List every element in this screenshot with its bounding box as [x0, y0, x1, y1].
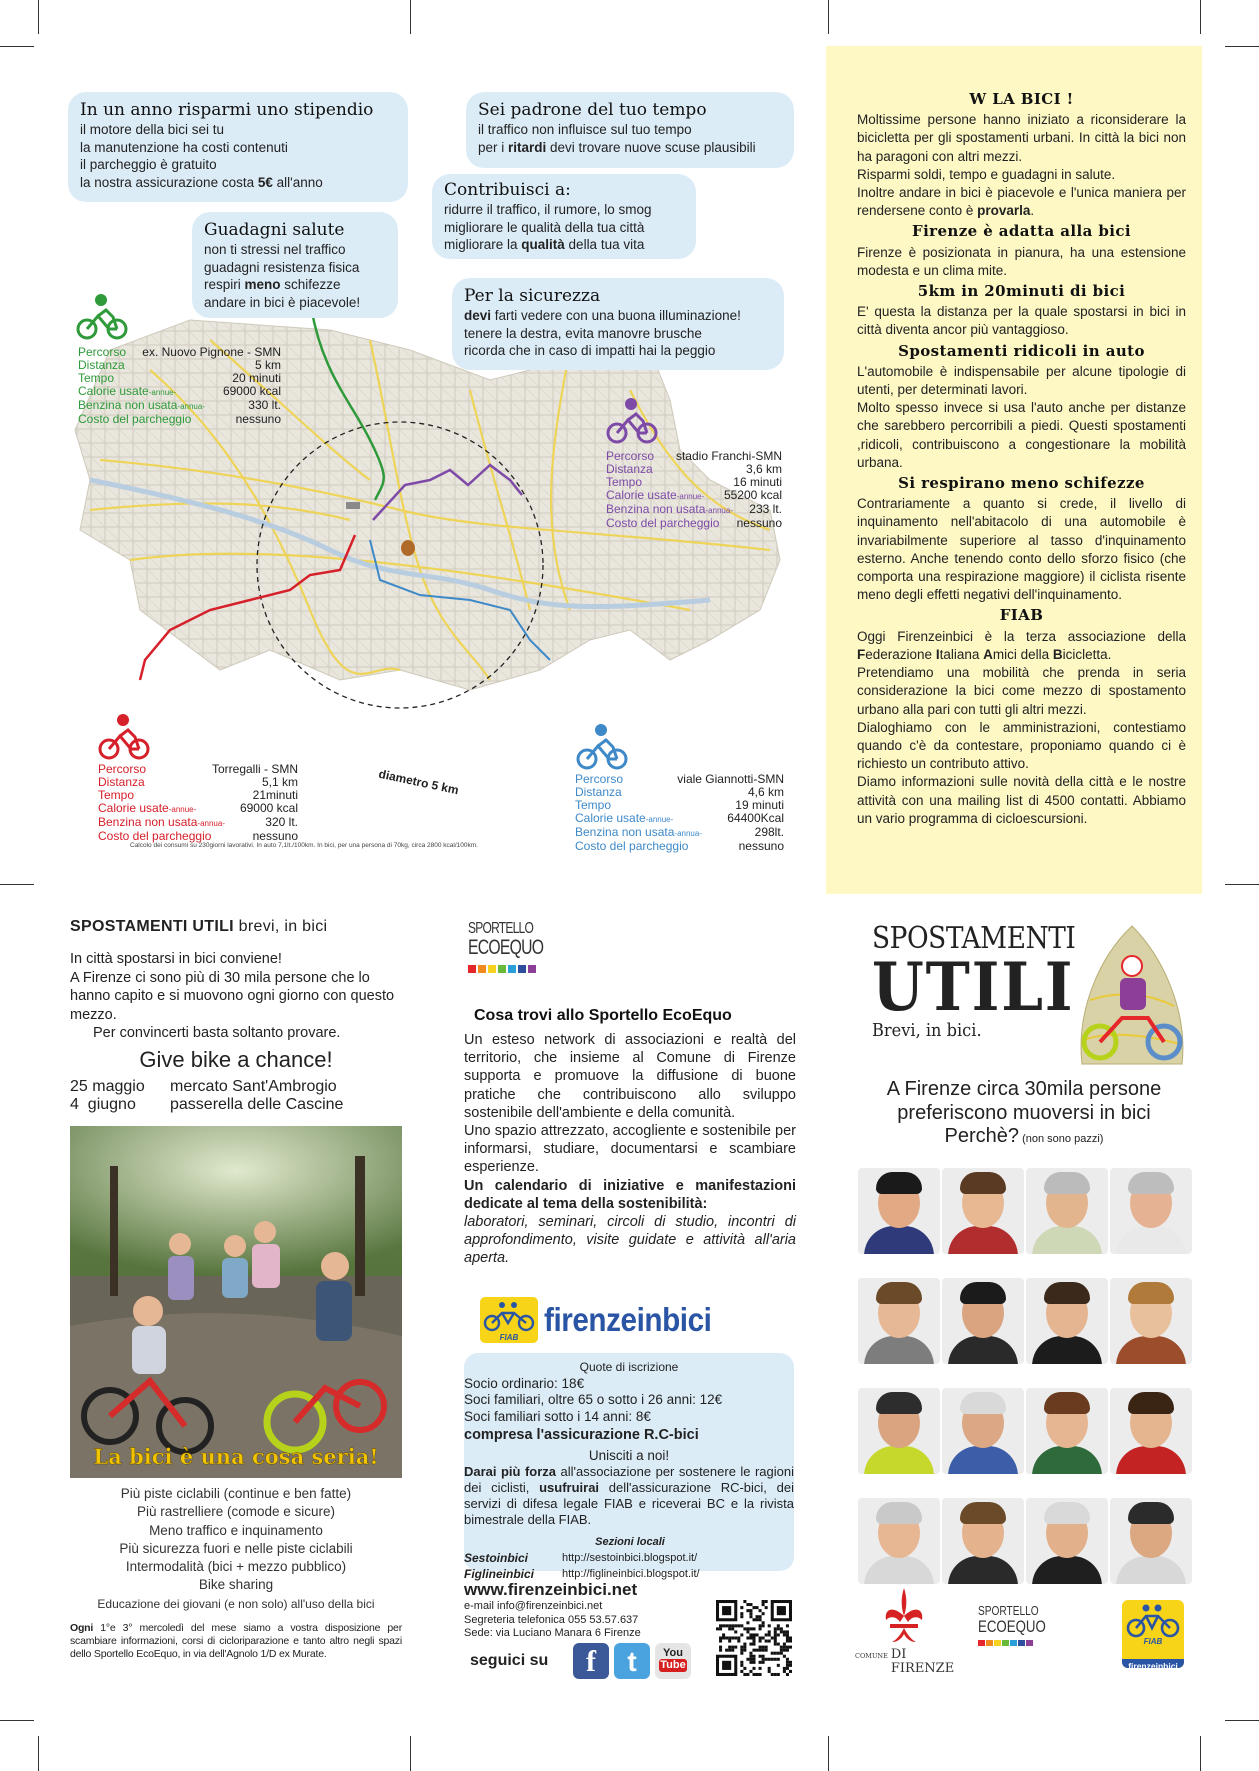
map-footnote: Calcolo dei consumi su 230giorni lavorativi. In auto 7,1lt./100km. In bici, per una persona di 70kg, circa 2800 kcal/100km.: [130, 842, 478, 849]
stat-key: Benzina non usata-annua-: [98, 815, 225, 829]
stat-key: Calorie usate-annue-: [78, 384, 177, 398]
route-red-stats: [98, 763, 298, 843]
stat-value: 69000 kcal: [222, 384, 281, 398]
stat-key: Calorie usate-annue-: [98, 801, 197, 815]
bubble-line: tenere la destra, evita manovre brusche: [464, 325, 702, 341]
give-bike-chance: Give bike a chance!: [139, 1046, 333, 1072]
person-photo: [942, 1388, 1024, 1474]
stat-value: 320 lt.: [265, 815, 298, 829]
intro-text: In città spostarsi in bici conviene! A Firenze ci sono più di 30 mila persone che lo hanno capito e si muovono ogni giorno con questo mezzo.: [70, 951, 395, 1023]
color-square: [498, 965, 506, 973]
person-photo: [1026, 1168, 1108, 1254]
person-photo: [1026, 1388, 1108, 1474]
bubble-line: ricorda che in caso di impatti hai la peggio: [464, 343, 716, 358]
stat-value: 330 lt.: [248, 398, 281, 412]
person-photo: [1110, 1278, 1192, 1364]
stat-value: nessuno: [736, 516, 782, 530]
bubble-line: guadagni resistenza fisica: [204, 259, 360, 275]
stat-key: Tempo: [606, 475, 643, 489]
stat-value: 69000 kcal: [239, 801, 298, 815]
person-photo: [942, 1278, 1024, 1364]
stat-row: [78, 413, 281, 426]
stat-key: Benzina non usata-annua-: [575, 825, 702, 839]
route-purple-stats: [606, 450, 782, 530]
crop-mark: [1225, 46, 1259, 47]
color-square: [986, 1640, 993, 1646]
crop-mark: [1200, 1736, 1201, 1771]
sidebar-paragraph: Firenze è posizionata in pianura, ha una estensione modesta e un clima mite.: [857, 244, 1186, 278]
stat-key: Costo del parcheggio: [575, 839, 689, 853]
website-link[interactable]: www.firenzeinbici.net: [464, 1580, 638, 1599]
stat-value: 19 minuti: [735, 798, 784, 812]
list-item: Educazione dei giovani (e non solo) all'uso della bici: [97, 1596, 375, 1611]
bubble-stipendio: [68, 92, 408, 202]
color-square: [1026, 1640, 1033, 1646]
crop-mark: [0, 1720, 34, 1721]
person-photo: [942, 1168, 1024, 1254]
color-square: [528, 965, 536, 973]
dome-cyclist-logo: [1070, 920, 1192, 1070]
stat-row: [98, 816, 298, 830]
stat-value: 5 km: [254, 358, 281, 372]
ecoequo-text: Un esteso network di associazioni e realtà del territorio, che insieme al Comune di Firenze supporta e promuove la diffusione di buone pratiche che contribuiscono allo sviluppo sostenibile dell'ambiente e della comunità. Uno spazio attrezzato, accogliente e sostenibile per informarsi, studiare, documentarsi e scambiare esperienze. Un calendario di iniziative e manifestazioni dedicate al tema della sostenibilità: laboratori, seminari, circoli di studio, incontri di approfondimento, visite guidate e attività all'aria aperta.: [464, 1032, 796, 1267]
list-item: Più sicurezza fuori e nelle piste ciclabili: [119, 1540, 353, 1556]
firenzeinbici-wordmark: firenzeinbici: [544, 1301, 712, 1338]
stat-value: 4,6 km: [747, 785, 784, 799]
stat-value: ex. Nuovo Pignone - SMN: [142, 345, 281, 359]
quote-row: Soci familiari sotto i 14 anni: 8€: [464, 1408, 651, 1424]
list-item: Intermodalità (bici + mezzo pubblico): [125, 1559, 347, 1575]
crop-mark: [410, 0, 411, 34]
join-us: Unisciti a noi!: [588, 1447, 670, 1463]
color-square: [978, 1640, 985, 1646]
benefits-text: Darai più forza all'associazione per sostenere le ragioni dei ciclisti, usufruirai dell'assicurazione RC-bici, dei servizi di difesa legale FIAB e riceverai BC e la rivista bimestrale della FIAB.: [464, 1464, 795, 1527]
crop-mark: [38, 0, 39, 34]
wishlist: [70, 1485, 402, 1613]
list-item: Più rastrelliere (comode e sicure): [136, 1504, 336, 1520]
color-square: [1002, 1640, 1009, 1646]
color-square: [488, 965, 496, 973]
wlabici-panel: [826, 46, 1202, 894]
person-photo: [1110, 1388, 1192, 1474]
bubble-line: il traffico non influisce sul tuo tempo: [478, 122, 692, 137]
left-panel: [70, 918, 402, 1114]
left-panel-title: SPOSTAMENTI UTILI brevi, in bici: [70, 918, 328, 935]
bubble-line: il parcheggio è gratuito: [80, 157, 217, 172]
bubble-line: per i ritardi devi trovare nuove scuse plausibili: [478, 139, 756, 155]
person-photo: [1026, 1278, 1108, 1364]
blue-bike-icon: [576, 722, 628, 772]
stat-value: 5,1 km: [261, 775, 298, 789]
bubble-line: ridurre il traffico, il rumore, lo smog: [444, 202, 652, 217]
route-blue-stats: [575, 773, 784, 853]
stat-key: Calorie usate-annue-: [575, 811, 674, 825]
list-item: Più piste ciclabili (continue e ben fatte): [120, 1486, 352, 1501]
stat-row: [606, 503, 782, 517]
svg-text:FIAB: FIAB: [499, 1333, 519, 1342]
stat-value: Torregalli - SMN: [211, 762, 298, 776]
color-square: [1018, 1640, 1025, 1646]
bubble-title: Sei padrone del tuo tempo: [478, 100, 707, 120]
bubble-line: il motore della bici sei tu: [80, 122, 225, 137]
stat-key: Tempo: [78, 371, 115, 385]
ecoequo-logo: SPORTELLO ECOEQUO: [468, 920, 548, 973]
svg-text:FIAB: FIAB: [1143, 1637, 1163, 1646]
stat-row: [575, 826, 784, 840]
fiab-tandem-icon: [480, 1297, 538, 1343]
stat-key: Percorso: [98, 762, 147, 776]
bubble-line: la manutenzione ha costi contenuti: [80, 139, 288, 155]
person-photo: [858, 1388, 940, 1474]
bubble-line: la nostra assicurazione costa 5€ all'anno: [80, 174, 323, 190]
bubble-line: migliorare la qualità della tua vita: [444, 237, 645, 252]
sidebar-title: Firenze è adatta alla bici: [912, 222, 1131, 241]
sidebar-paragraph: Oggi Firenzeinbici è la terza associazione della Federazione Italiana Amici della Bicicletta.: [857, 628, 1186, 662]
crop-mark: [38, 1736, 39, 1771]
facebook-icon[interactable]: f: [573, 1643, 609, 1679]
bubble-line: andare in bici è piacevole!: [204, 294, 361, 310]
stat-key: Distanza: [606, 462, 653, 476]
event-row: 25 maggio mercato Sant'Ambrogio: [70, 1077, 337, 1095]
stat-value: viale Giannotti-SMN: [677, 772, 784, 786]
stat-row: [78, 385, 281, 399]
stat-row: [606, 489, 782, 503]
sezioni-locali: Sezioni locali Sestoinbici http://sestoinbici.blogspot.it/ Figlineinbici http://figlineinbici.blogspot.it/: [464, 1534, 796, 1582]
person-photo: [858, 1498, 940, 1584]
stat-value: nessuno: [252, 829, 298, 843]
list-item: Bike sharing: [198, 1577, 274, 1593]
event-list: [70, 1078, 402, 1114]
stat-key: Percorso: [575, 772, 624, 786]
ecoequo-heading: Cosa trovi allo Sportello EcoEquo: [474, 1007, 732, 1024]
stat-key: Tempo: [575, 798, 612, 812]
sidebar-paragraph: Contrariamente a quanto si crede, il livello di inquinamento nell'abitacolo di una automobile è invariabilmente superiore al tasso d'inquinamento esterno. Anche tenendo conto dello sforzo fisico (che comporta una respirazione maggiore) il ciclista risente meno degli effetti negativi dell'inquinamento.: [857, 496, 1186, 603]
qr-code[interactable]: [716, 1600, 792, 1676]
bubble-title: Contribuisci a:: [444, 180, 571, 200]
person-photo: [1110, 1498, 1192, 1584]
stat-row: [575, 840, 784, 853]
follow-label: seguici su: [470, 1652, 549, 1669]
stat-row: [78, 399, 281, 413]
stat-value: 20 minuti: [232, 371, 281, 385]
color-square: [518, 965, 526, 973]
giglio-lily-icon: [880, 1586, 928, 1646]
stat-value: nessuno: [738, 839, 784, 853]
stat-key: Benzina non usata-annua-: [606, 502, 733, 516]
sidebar-title: W LA BICI !: [969, 90, 1074, 108]
red-bike-icon: [98, 712, 150, 762]
firenzeinbici-logo: [480, 1296, 780, 1344]
bubble-line: respiri meno schifezze: [204, 277, 341, 292]
sidebar-paragraph: E' questa la distanza per la quale spostarsi in bici in città diventa ancor più vantaggioso.: [857, 304, 1186, 338]
bubble-line: migliorare le qualità della tua città: [444, 219, 645, 235]
twitter-icon[interactable]: t: [614, 1643, 650, 1679]
stat-value: 3,6 km: [745, 462, 782, 476]
person-photo: [942, 1498, 1024, 1584]
quote-row: Socio ordinario: 18€: [464, 1375, 585, 1391]
address: Sede: via Luciano Manara 6 Firenze: [464, 1627, 641, 1639]
sidebar-title: 5km in 20minuti di bici: [917, 282, 1126, 301]
contacts: [464, 1580, 704, 1641]
stat-key: Costo del parcheggio: [98, 829, 212, 843]
green-bike-icon: [76, 292, 128, 342]
stat-value: 55200 kcal: [723, 488, 782, 502]
stat-row: [575, 812, 784, 826]
quote-row: Soci familiari, oltre 65 o sotto i 26 anni: 12€: [464, 1392, 723, 1407]
bubble-line: non ti stressi nel traffico: [204, 242, 346, 257]
bubble-tempo: [466, 92, 794, 168]
crop-mark: [0, 46, 34, 47]
stat-key: Calorie usate-annue-: [606, 488, 705, 502]
stat-key: Distanza: [98, 775, 145, 789]
crop-mark: [410, 1736, 411, 1771]
diameter-label: diametro 5 km: [377, 766, 460, 798]
stat-value: 21minuti: [252, 788, 298, 802]
stat-key: Distanza: [78, 358, 125, 372]
crop-mark: [828, 0, 829, 34]
crop-mark: [828, 1736, 829, 1771]
person-photo: [858, 1168, 940, 1254]
purple-bike-icon: [606, 396, 658, 446]
photo-caption: La bici è una cosa seria!: [93, 1444, 379, 1469]
crop-mark: [1225, 884, 1259, 885]
crop-mark: [0, 884, 34, 885]
sidebar-paragraph: Pretendiamo una mobilità che prenda in seria considerazione la bici come mezzo di spostamento urbano alla pari con tutti gli altri mezzi. Dialoghiamo con le amministrazioni, contestiamo quando c'è da contestare, proponiamo quando ci è richiesto un contributo attivo. Diamo informazioni sulle novità della città e le nostre attività con una mailing list di 4500 contatti. Abbiamo un vario programma di cicloescursioni.: [857, 665, 1186, 826]
person-photo: [1026, 1498, 1108, 1584]
intro-text-2: Per convincerti basta soltanto provare.: [93, 1025, 341, 1041]
bubble-line: devi farti vedere con una buona illuminazione!: [464, 308, 741, 323]
children-bikes-photo: [70, 1126, 402, 1478]
stat-key: Percorso: [606, 449, 655, 463]
fiab-logo: FIAB firenzeinbici: [1122, 1600, 1184, 1668]
stat-value: 298lt.: [754, 825, 784, 839]
bubble-salute: [192, 212, 398, 318]
route-green-stats: [78, 346, 281, 426]
sezione-row[interactable]: Figlineinbici http://figlineinbici.blogspot.it/: [464, 1567, 700, 1581]
stat-key: Benzina non usata-annua-: [78, 398, 205, 412]
event-row: 4 giugno passerella delle Cascine: [70, 1095, 344, 1113]
headline: A Firenze circa 30mila persone preferiscono muoversi in bici Perchè? (non sono pazzi): [886, 1078, 1162, 1147]
stat-value: 233 lt.: [749, 502, 782, 516]
phone: Segreteria telefonica 055 53.57.637: [464, 1613, 639, 1626]
bubble-title: Guadagni salute: [204, 220, 345, 240]
stat-row: [98, 830, 298, 843]
sidebar-title: Si respirano meno schifezze: [898, 474, 1145, 493]
person-photo: [858, 1278, 940, 1364]
stat-value: stadio Franchi-SMN: [675, 449, 782, 463]
faces-grid: [858, 1168, 1198, 1608]
color-square: [508, 965, 516, 973]
stat-row: [606, 517, 782, 530]
bubble-title: In un anno risparmi uno stipendio: [80, 100, 374, 120]
color-square: [994, 1640, 1001, 1646]
crop-mark: [1200, 0, 1201, 34]
bubble-contribuisci: [432, 174, 696, 259]
ecoequo-logo-small: SPORTELLO ECOEQUO: [978, 1604, 1052, 1646]
stat-row: [98, 802, 298, 816]
stat-key: Costo del parcheggio: [78, 412, 192, 426]
color-square: [478, 965, 486, 973]
comune-firenze-logo: COMUNE DI FIRENZE: [855, 1647, 955, 1676]
insurance-note: compresa l'assicurazione R.C-bici: [464, 1427, 699, 1443]
stat-value: nessuno: [235, 412, 281, 426]
sidebar-paragraph: L'automobile è indispensabile per alcune tipologie di utenti, per determinati lavori. Molto spesso invece si usa l'auto anche per distanze che sarebbero percorribili a piedi. Questi spostamenti ,ridicoli, contribuiscono a congestionare la mobilità urbana.: [857, 363, 1186, 470]
crop-mark: [1225, 1720, 1259, 1721]
stat-value: 64400Kcal: [727, 811, 784, 825]
stat-key: Distanza: [575, 785, 622, 799]
email-link[interactable]: e-mail info@firenzeinbici.net: [464, 1600, 603, 1612]
list-item: Meno traffico e inquinamento: [149, 1522, 323, 1538]
meeting-note: Ogni 1°e 3° mercoledì del mese siamo a vostra disposizione per scambiare informazioni, corsi di cicloriparazione e tanto altro negli spazi dello Sportello EcoEquo, in via dell'Agnolo 1/D ex Murate.: [70, 1622, 402, 1660]
color-square: [1010, 1640, 1017, 1646]
fiab-tandem-icon: [1122, 1600, 1184, 1646]
bubble-title: Per la sicurezza: [464, 286, 601, 306]
color-square: [468, 965, 476, 973]
sezione-row[interactable]: Sestoinbici http://sestoinbici.blogspot.it/: [464, 1551, 698, 1565]
bubble-sicurezza: [452, 278, 784, 370]
sidebar-title: FIAB: [999, 606, 1044, 625]
stat-key: Tempo: [98, 788, 135, 802]
sidebar-paragraph: Moltissime persone hanno iniziato a riconsiderare la bicicletta per gli spostamenti urbani. In città la bici non ha paragoni con altri mezzi. Risparmi soldi, tempo e guadagni in salute. Inoltre andare in bici è piacevole e l'unica maniera per rendersene conto è provarla.: [857, 112, 1186, 219]
ecoequo-color-bar: [468, 965, 548, 973]
youtube-icon[interactable]: You Tube: [655, 1643, 691, 1679]
sidebar-title: Spostamenti ridicoli in auto: [898, 341, 1145, 360]
quote-title: Quote di iscrizione: [579, 1360, 679, 1374]
stat-value: 16 minuti: [733, 475, 782, 489]
brand-title: SPOSTAMENTI UTILI Brevi, in bici.: [872, 921, 1076, 1041]
stat-key: Percorso: [78, 345, 127, 359]
person-photo: [1110, 1168, 1192, 1254]
stat-key: Costo del parcheggio: [606, 516, 720, 530]
